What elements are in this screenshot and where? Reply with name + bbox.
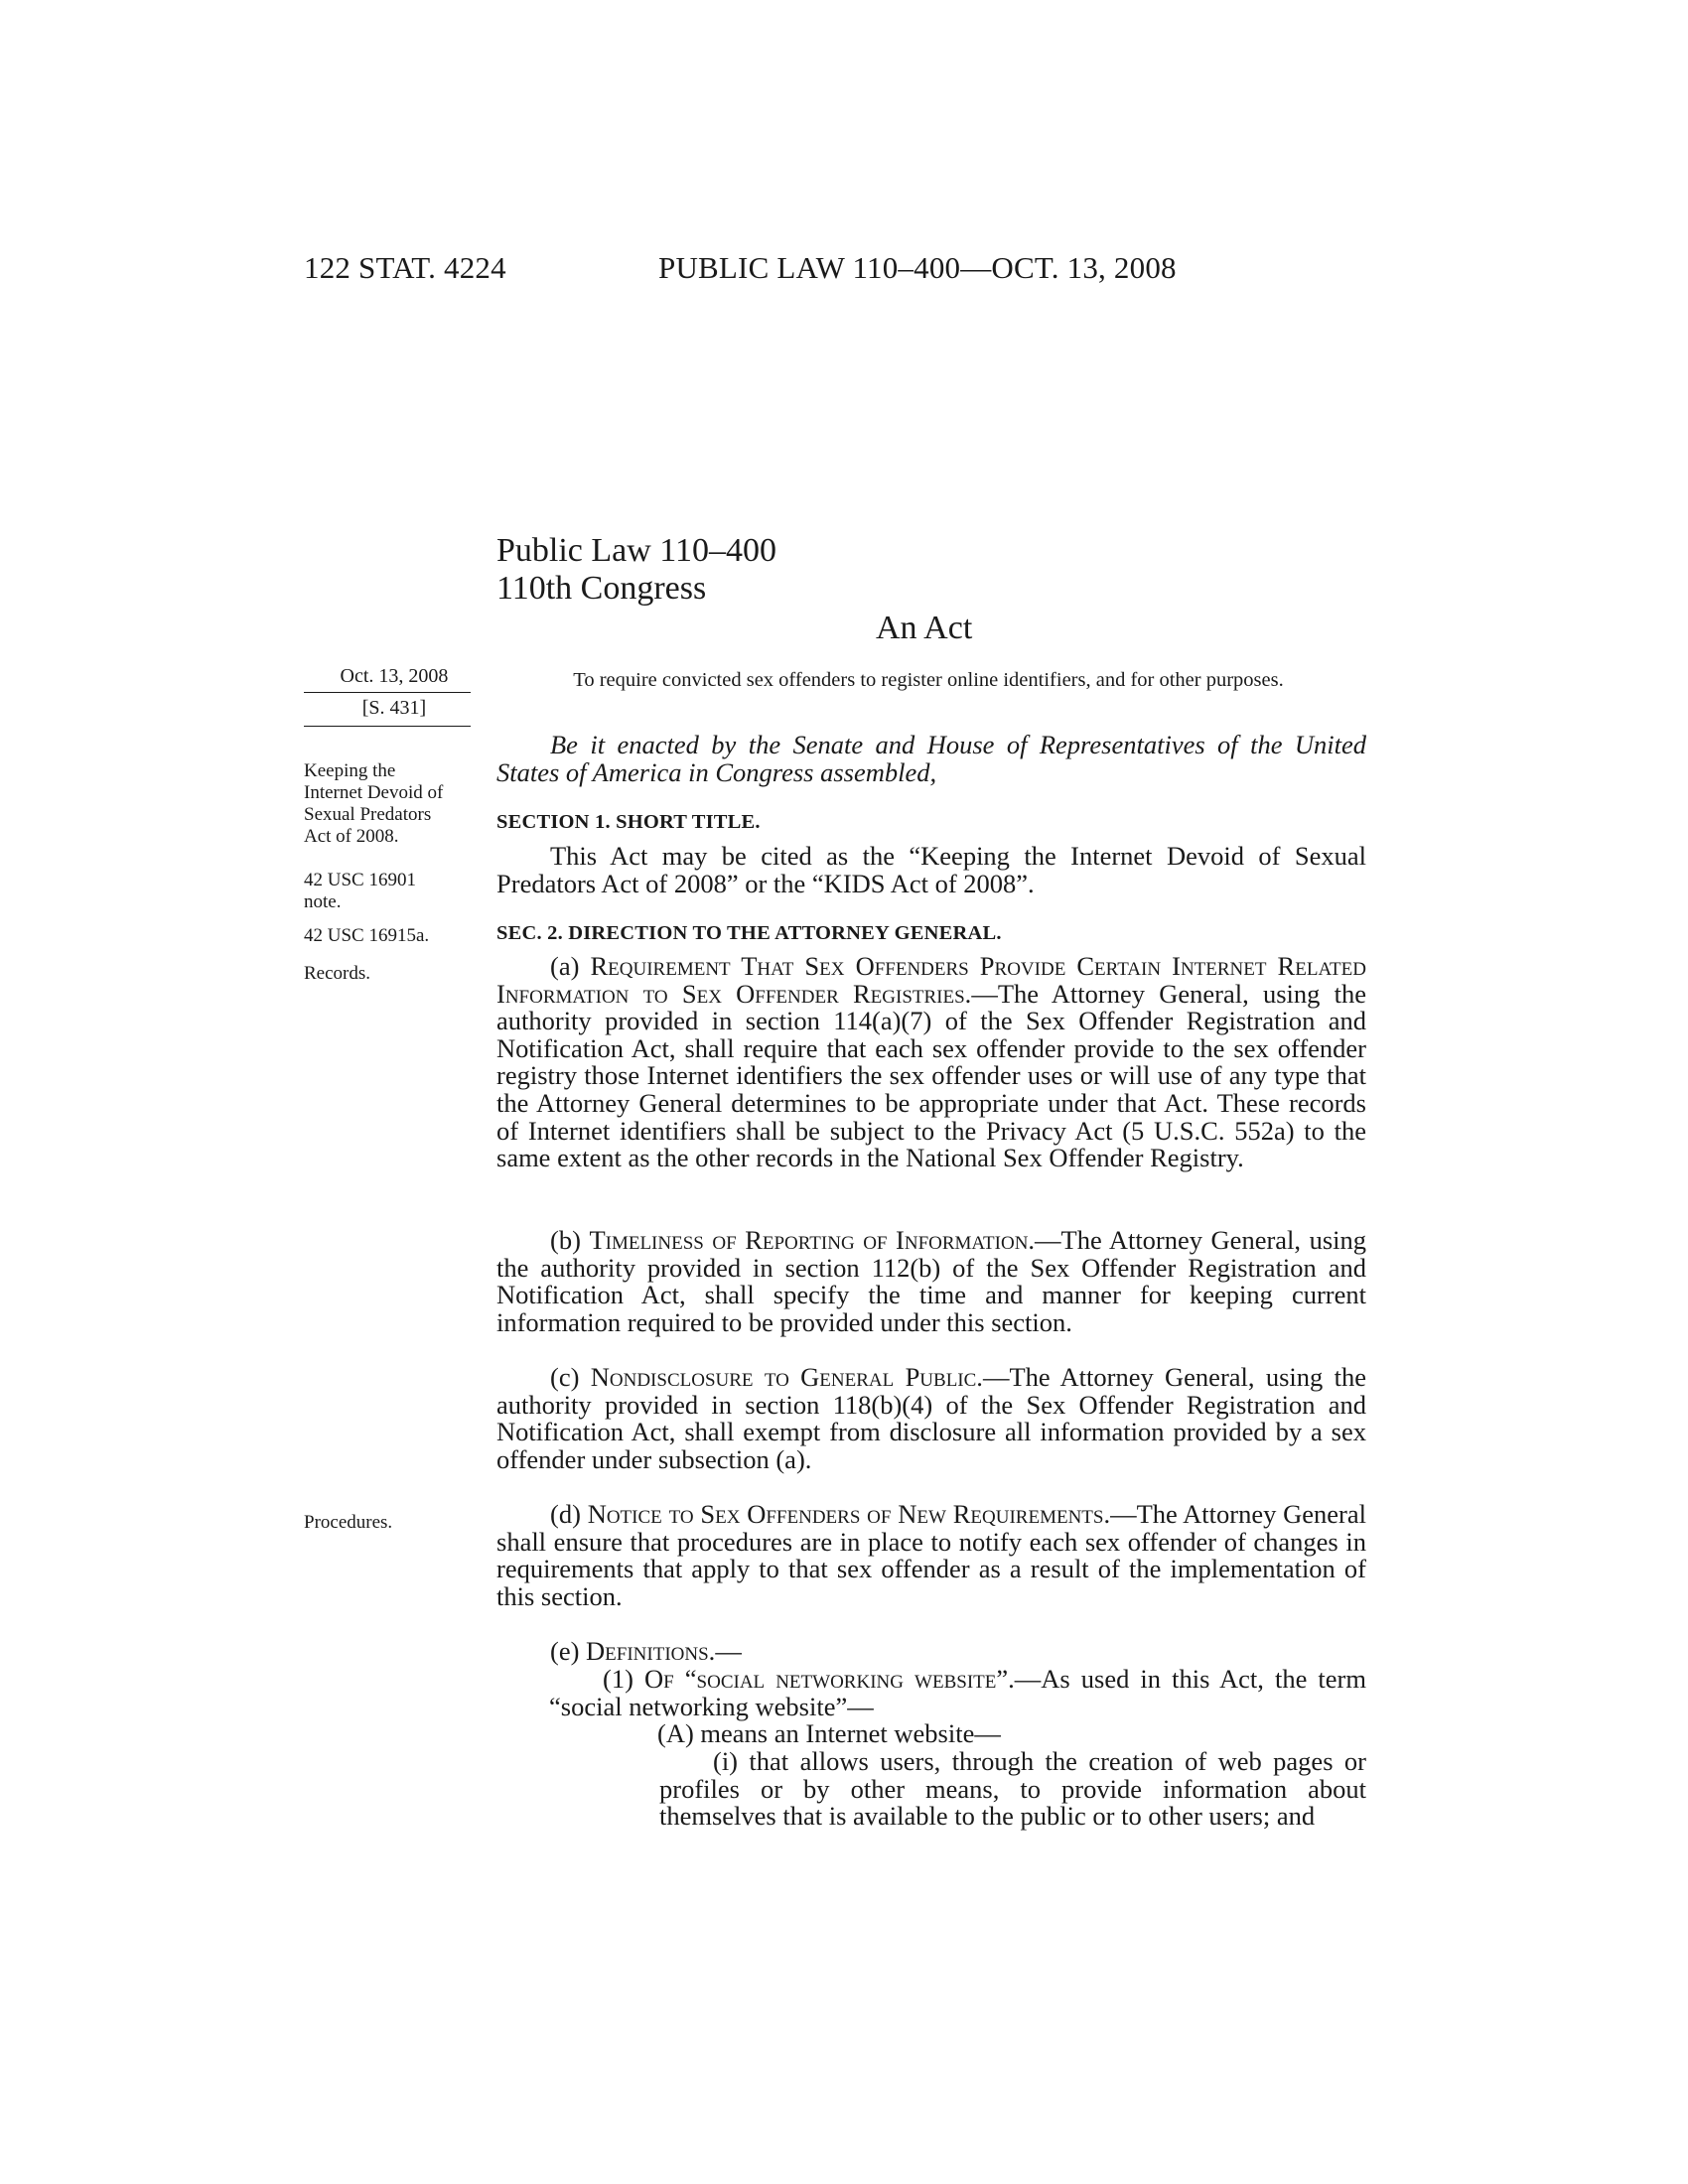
subsection-b-heading: Timeliness of Reporting of Information. bbox=[589, 1225, 1036, 1255]
subsection-c-label: (c) bbox=[550, 1362, 591, 1392]
enactment-date: Oct. 13, 2008 bbox=[304, 665, 471, 693]
section-2-heading: SEC. 2. DIRECTION TO THE ATTORNEY GENERAL. bbox=[496, 922, 1002, 944]
subparagraph-A: (A) means an Internet website— bbox=[657, 1718, 1001, 1748]
margin-note-records: Records. bbox=[304, 963, 371, 984]
subsection-c-heading: Nondisclosure to General Public. bbox=[590, 1362, 983, 1392]
subsection-b bbox=[496, 1227, 1366, 1336]
law-title-block bbox=[496, 532, 776, 608]
paragraph-e1-heading: Of “social networking website”. bbox=[643, 1664, 1015, 1694]
section-1-heading: SECTION 1. SHORT TITLE. bbox=[496, 811, 761, 833]
subsection-c bbox=[496, 1364, 1366, 1473]
subsection-d-heading: Notice to Sex Offenders of New Requirements. bbox=[587, 1499, 1111, 1529]
margin-note-procedures: Procedures. bbox=[304, 1512, 393, 1533]
subsection-e-text: — bbox=[715, 1636, 742, 1666]
subsection-b-label: (b) bbox=[550, 1225, 590, 1255]
clause-i: (i) that allows users, through the creation of web pages or profiles or by other means, to provide information about themselves that is available to the public or to other users; and bbox=[659, 1746, 1366, 1832]
subsection-e-label: (e) bbox=[550, 1636, 587, 1666]
date-block bbox=[304, 665, 471, 727]
subsection-c-text: —The Attorney General, using the authority provided in section 118(b)(4) of the Sex Offender Registration and Notification Act, shall exempt from disclosure all information provided by a sex offender under subsection (a). bbox=[496, 1362, 1366, 1474]
subsection-d bbox=[496, 1501, 1366, 1610]
margin-note-short-title: Keeping the Internet Devoid of Sexual Predators Act of 2008. bbox=[304, 760, 444, 847]
paragraph-e1-label: (1) bbox=[603, 1664, 644, 1694]
law-number: Public Law 110–400 bbox=[496, 532, 777, 569]
paragraph-e1 bbox=[549, 1666, 1366, 1720]
act-heading: An Act bbox=[876, 610, 973, 646]
subsection-e bbox=[496, 1638, 1366, 1666]
section-1-text: This Act may be cited as the “Keeping the Internet Devoid of Sexual Predators Act of 2008” or the “KIDS Act of 2008”. bbox=[496, 841, 1366, 898]
enacting-clause: Be it enacted by the Senate and House of Representatives of the United States of America in Congress assembled, bbox=[496, 730, 1366, 787]
paragraph-e1-text: —As used in this Act, the term “social networking website”— bbox=[549, 1664, 1366, 1721]
purpose-clause: To require convicted sex offenders to register online identifiers, and for other purposes. bbox=[573, 669, 1284, 691]
margin-note-usc-1: 42 USC 16901 note. bbox=[304, 870, 416, 912]
subsection-a-heading: Requirement That Sex Offenders Provide Certain Internet Related Information to Sex Offender Registries. bbox=[496, 951, 1366, 1009]
subsection-a-text: —The Attorney General, using the authority provided in section 114(a)(7) of the Sex Offender Registration and Notification Act, shall require that each sex offender provide to the sex offender registry those Internet identifiers the sex offender uses or will use of any type that the Attorney General determines to be appropriate under that Act. These records of Internet identifiers shall be subject to the Privacy Act (5 U.S.C. 552a) to the same extent as the other records in the National Sex Offender Registry. bbox=[496, 978, 1366, 1173]
congress: 110th Congress bbox=[496, 570, 707, 607]
subsection-a-label: (a) bbox=[550, 951, 591, 981]
subsection-a bbox=[496, 953, 1366, 1172]
bill-number: [S. 431] bbox=[304, 693, 471, 727]
subsection-d-text: —The Attorney General shall ensure that procedures are in place to notify each sex offender of changes in requirements that apply to that sex offender as a result of the implementation of this section. bbox=[496, 1499, 1366, 1611]
margin-note-usc-2: 42 USC 16915a. bbox=[304, 925, 430, 946]
running-title: PUBLIC LAW 110–400—OCT. 13, 2008 bbox=[658, 250, 1177, 285]
subsection-e-heading: Definitions. bbox=[586, 1636, 716, 1666]
subsection-d-label: (d) bbox=[550, 1499, 588, 1529]
subsection-b-text: —The Attorney General, using the authority provided in section 112(b) of the Sex Offender Registration and Notification Act, shall specify the time and manner for keeping current information required to be provided under this section. bbox=[496, 1225, 1366, 1337]
stat-page-number: 122 STAT. 4224 bbox=[304, 250, 506, 285]
